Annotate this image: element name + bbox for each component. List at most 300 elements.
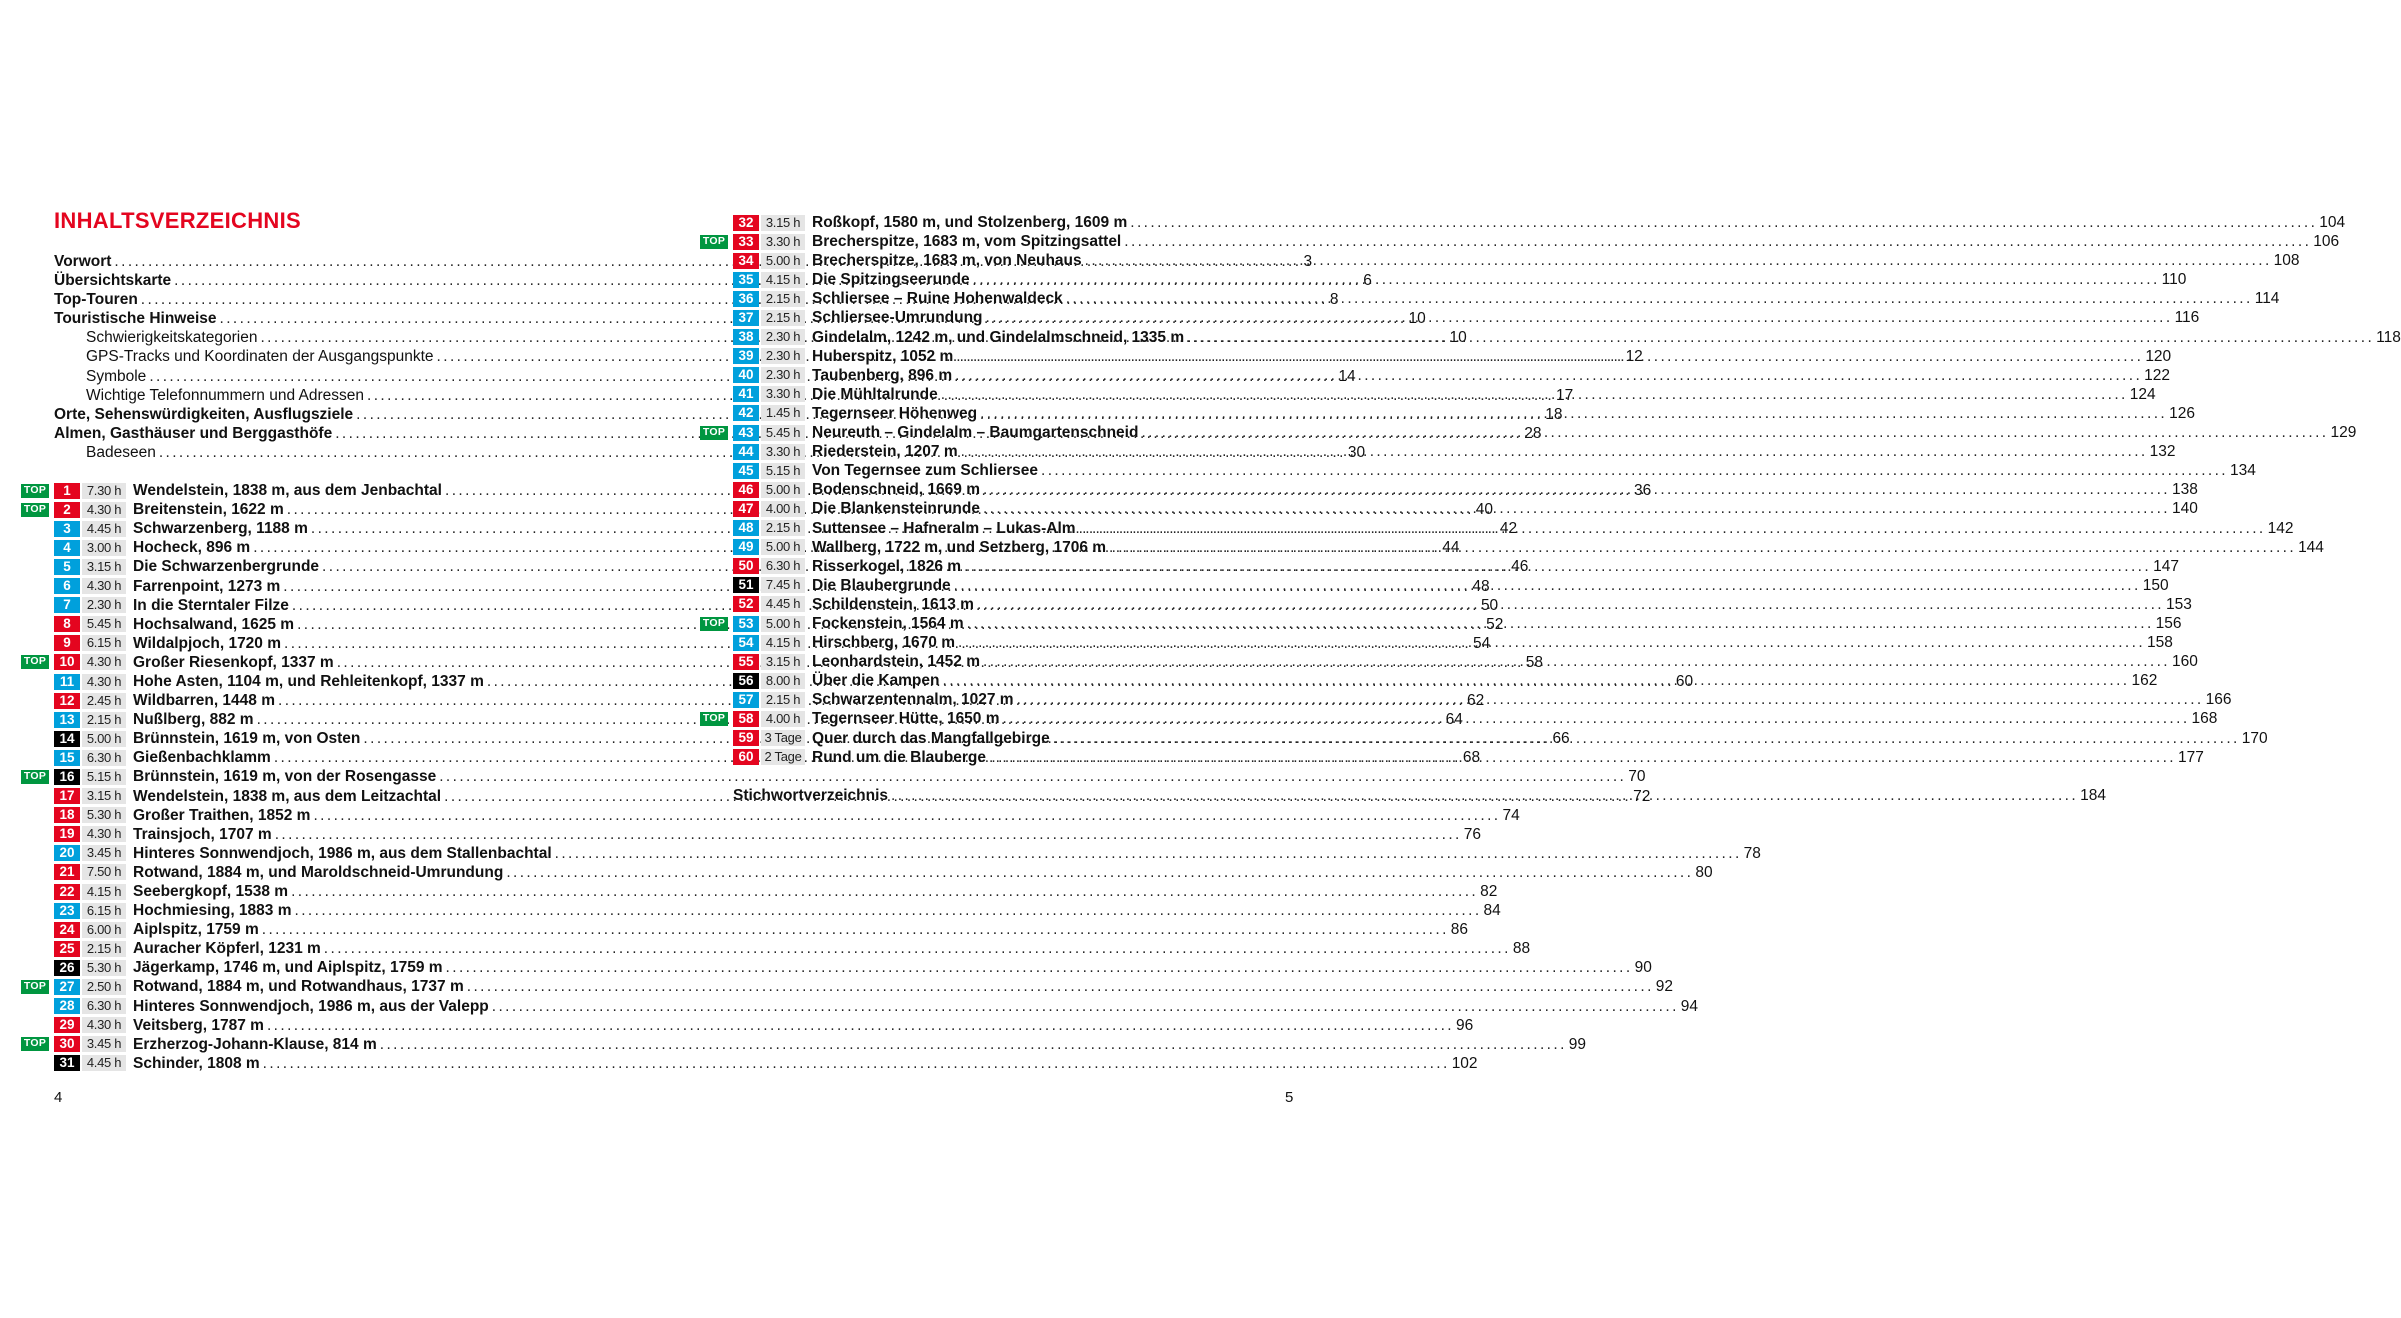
tour-number-badge: 11 — [54, 674, 80, 690]
tour-page: 44 — [1442, 539, 1460, 557]
tour-number-badge: 42 — [733, 405, 759, 421]
tour-duration: 5.45 h — [82, 616, 126, 632]
tour-title: In die Sterntaler Filze — [133, 596, 289, 614]
top-badge-slot — [21, 655, 51, 669]
tour-number-badge: 22 — [54, 884, 80, 900]
tour-page: 88 — [1512, 940, 1531, 958]
tour-title: Die Schwarzenbergrunde — [133, 558, 320, 576]
tour-number-badge: 1 — [54, 483, 80, 499]
tour-page: 84 — [1483, 902, 1501, 920]
tour-number-badge: 13 — [54, 712, 80, 728]
leader-dots — [264, 1016, 1456, 1035]
tour-entry[interactable] — [21, 1054, 1478, 1073]
tour-duration: 3.30 h — [761, 234, 805, 250]
tour-page: 70 — [1628, 768, 1646, 786]
leader-dots — [980, 480, 2172, 499]
tour-duration: 2.30 h — [82, 597, 126, 613]
tour-page: 134 — [2230, 462, 2256, 480]
tour-number-badge: 31 — [54, 1055, 80, 1071]
toc-entry-label: Badeseen — [86, 443, 156, 461]
leader-dots — [964, 614, 2156, 633]
tour-entry[interactable] — [21, 977, 1674, 996]
tour-number-badge: 12 — [54, 693, 80, 709]
leader-dots — [986, 748, 2178, 767]
tour-page: 106 — [2313, 233, 2340, 251]
tour-title: Schwarzenberg, 1188 m — [133, 520, 308, 538]
tour-title: Auracher Köpferl, 1231 m — [133, 940, 321, 958]
top-badge: TOP — [700, 712, 728, 726]
toc-entry-page: 17 — [1556, 386, 1574, 404]
tour-page: 132 — [2149, 443, 2176, 461]
tour-title: Wendelstein, 1838 m, aus dem Jenbachtal — [133, 482, 442, 500]
tour-duration: 2.15 h — [82, 712, 126, 728]
tour-number-badge: 28 — [54, 998, 80, 1014]
toc-entry-page: 10 — [1408, 310, 1426, 328]
leader-dots — [953, 347, 2145, 366]
toc-entry-label: Touristische Hinweise — [54, 310, 217, 328]
toc-entry-page: 8 — [1329, 291, 1339, 309]
tour-number-badge: 57 — [733, 692, 759, 708]
tour-page: 110 — [2161, 271, 2187, 289]
tour-page: 160 — [2172, 653, 2198, 671]
tour-page: 90 — [1634, 959, 1652, 977]
tour-title: Seebergkopf, 1538 m — [133, 883, 289, 900]
tour-title: Schwarzentennalm, 1027 m — [812, 691, 1014, 709]
tour-duration: 2.15 h — [82, 941, 126, 957]
tour-duration: 5.15 h — [82, 769, 126, 785]
tour-title: Brecherspitze, 1683 m, von Neuhaus — [812, 252, 1082, 270]
tour-page: 66 — [1552, 730, 1570, 748]
tour-title: Brünnstein, 1619 m, von der Rosengasse — [133, 768, 437, 786]
tour-page: 68 — [1462, 749, 1481, 767]
leader-dots — [1184, 328, 2376, 347]
tour-page: 78 — [1743, 844, 1761, 862]
tour-duration: 5.30 h — [82, 807, 126, 823]
leader-dots — [1000, 709, 2192, 728]
tour-page: 116 — [2174, 309, 2200, 327]
tour-page: 80 — [1695, 863, 1713, 881]
tour-number-badge: 15 — [54, 750, 80, 766]
tour-duration: 4.45 h — [82, 521, 126, 537]
tour-duration: 4.00 h — [761, 711, 805, 727]
tour-duration: 1.45 h — [761, 405, 805, 421]
tour-title: Über die Kampen — [812, 672, 940, 690]
tour-number-badge: 37 — [733, 310, 759, 326]
tour-title: Brecherspitze, 1683 m, vom Spitzingsattel — [812, 233, 1122, 251]
tour-page: 140 — [2172, 500, 2198, 518]
tour-duration: 2.30 h — [761, 348, 805, 364]
leader-dots — [938, 385, 2130, 404]
top-badge-slot — [21, 980, 51, 994]
tour-duration: 3.45 h — [82, 1036, 126, 1052]
toc-entry-label: GPS-Tracks und Koordinaten der Ausgangspunkte — [86, 348, 434, 366]
toc-entry-page: 28 — [1524, 424, 1542, 442]
leader-dots — [1127, 213, 2319, 232]
tour-duration: 4.00 h — [761, 501, 805, 517]
tour-title: Die Blaubergrunde — [812, 576, 951, 594]
tour-title: Tegernseer Höhenweg — [812, 404, 978, 422]
tour-number-badge: 5 — [54, 559, 80, 575]
tour-page: 120 — [2145, 347, 2172, 365]
tour-duration: 5.00 h — [761, 253, 805, 269]
tour-page: 124 — [2129, 385, 2156, 403]
tour-title: Neureuth – Gindelalm – Baumgartenschneid — [812, 424, 1139, 442]
tour-title: Aiplspitz, 1759 m — [133, 921, 259, 939]
tour-title: Tegernseer Hütte, 1650 m — [812, 710, 1000, 728]
tour-number-badge: 6 — [54, 578, 80, 594]
tour-duration: 5.45 h — [761, 425, 805, 441]
tour-page: 64 — [1445, 711, 1463, 729]
tour-number-badge: 43 — [733, 425, 759, 441]
tour-number-badge: 32 — [733, 215, 759, 231]
leader-dots — [970, 270, 2162, 289]
tour-number-badge: 30 — [54, 1036, 80, 1052]
top-badge: TOP — [21, 770, 49, 784]
leader-dots — [321, 939, 1513, 958]
tour-page: 162 — [2131, 672, 2158, 690]
tour-title: Fockenstein, 1564 m — [812, 614, 964, 632]
tour-title: Quer durch das Mangfallgebirge — [812, 729, 1050, 747]
tour-title: Gießenbachklamm — [133, 749, 271, 767]
tour-title: Großer Traithen, 1852 m — [133, 806, 311, 824]
tour-page: 126 — [2169, 404, 2195, 422]
tour-entry[interactable] — [700, 251, 2300, 270]
tour-duration: 2.45 h — [82, 693, 126, 709]
tour-number-badge: 25 — [54, 941, 80, 957]
tour-duration: 2.15 h — [761, 520, 805, 536]
tour-number-badge: 24 — [54, 922, 80, 938]
tour-title: Leonhardstein, 1452 m — [812, 653, 980, 671]
top-badge: TOP — [21, 503, 49, 517]
top-badge-slot — [21, 1037, 51, 1051]
tour-duration: 3.45 h — [82, 845, 126, 861]
tour-number-badge: 21 — [54, 864, 80, 880]
tour-page: 86 — [1450, 921, 1469, 939]
tour-page: 62 — [1467, 692, 1485, 710]
toc-entry-page: 30 — [1347, 443, 1366, 461]
tour-entry[interactable] — [21, 806, 1520, 825]
tour-title: Die Blankensteinrunde — [812, 500, 980, 518]
tour-title: Wendelstein, 1838 m, aus dem Leitzachtal — [133, 787, 442, 805]
tour-number-badge: 38 — [733, 329, 759, 345]
tour-page: 60 — [1675, 672, 1694, 690]
tour-number-badge: 23 — [54, 903, 80, 919]
tour-duration: 2.15 h — [761, 291, 805, 307]
tour-title: Rund um die Blauberge — [812, 748, 986, 766]
tour-title: Wallberg, 1722 m, und Setzberg, 1706 m — [812, 538, 1107, 556]
tour-duration: 4.15 h — [761, 635, 805, 651]
tour-page: 74 — [1502, 806, 1520, 824]
tour-page: 104 — [2319, 214, 2346, 231]
leader-dots — [464, 977, 1656, 996]
tour-title: Wildbarren, 1448 m — [133, 692, 275, 710]
leader-dots — [1038, 461, 2230, 480]
tour-title: Brünnstein, 1619 m, von Osten — [133, 730, 361, 748]
tour-page: 168 — [2191, 710, 2218, 728]
tour-page: 118 — [2376, 328, 2401, 346]
tour-entry[interactable] — [700, 461, 2256, 480]
tour-duration: 5.15 h — [761, 463, 805, 479]
tour-duration: 7.45 h — [761, 577, 805, 593]
leader-dots — [1082, 251, 2274, 270]
leader-dots — [288, 882, 1480, 901]
tour-duration: 4.30 h — [82, 1017, 126, 1033]
toc-entry-page: 18 — [1545, 405, 1563, 423]
tour-page: 36 — [1634, 482, 1652, 500]
leader-dots — [292, 901, 1484, 920]
tour-title: Hohe Asten, 1104 m, und Rehleitenkopf, 1337 m — [133, 672, 484, 690]
tour-number-badge: 46 — [733, 482, 759, 498]
tour-number-badge: 33 — [733, 234, 759, 250]
tour-entry[interactable] — [21, 1035, 1587, 1054]
tour-duration: 4.30 h — [82, 654, 126, 670]
tour-duration: 3.15 h — [82, 559, 126, 575]
tour-title: Suttensee – Hafneralm – Lukas-Alm — [812, 519, 1076, 537]
tour-page: 129 — [2330, 424, 2357, 442]
tour-entry[interactable] — [21, 939, 1531, 958]
leader-dots — [1076, 519, 2268, 538]
top-badge-slot — [700, 712, 730, 726]
tour-duration: 3.30 h — [761, 386, 805, 402]
toc-entry-label: Symbole — [86, 367, 147, 385]
tour-number-badge: 7 — [54, 597, 80, 613]
leader-dots — [977, 404, 2169, 423]
tour-duration: 6.00 h — [82, 922, 126, 938]
tour-number-badge: 34 — [733, 253, 759, 269]
tour-page: 138 — [2172, 481, 2198, 499]
tour-duration: 4.30 h — [82, 826, 126, 842]
tour-number-badge: 45 — [733, 463, 759, 479]
tour-page: 153 — [2166, 595, 2192, 613]
page-number-right: 5 — [1285, 1089, 1294, 1106]
tour-page: 102 — [1451, 1054, 1478, 1072]
tour-number-badge: 27 — [54, 979, 80, 995]
leader-dots — [951, 576, 2143, 595]
tour-number-badge: 36 — [733, 291, 759, 307]
tour-title: Huberspitz, 1052 m — [812, 347, 954, 365]
tour-duration: 7.30 h — [82, 483, 126, 499]
tour-title: Schliersee-Umrundung — [812, 309, 983, 327]
tour-entry[interactable] — [21, 767, 1646, 786]
tour-page: 144 — [2298, 538, 2324, 556]
tour-entry[interactable] — [700, 213, 2346, 232]
tour-number-badge: 55 — [733, 654, 759, 670]
tour-entry[interactable] — [700, 270, 2187, 289]
tour-page: 52 — [1486, 615, 1504, 633]
tour-entry[interactable] — [700, 232, 2340, 251]
tour-number-badge: 18 — [54, 807, 80, 823]
tour-entry[interactable] — [700, 519, 2294, 538]
tour-title: Die Mühltalrunde — [812, 385, 938, 403]
tour-title: Schliersee – Ruine Hohenwaldeck — [812, 290, 1063, 308]
tour-number-badge: 56 — [733, 673, 759, 689]
leader-dots — [310, 806, 1502, 825]
toc-entry-label: Übersichtskarte — [54, 272, 172, 290]
tour-duration: 2.30 h — [761, 367, 805, 383]
tour-title: Breitenstein, 1622 m — [133, 501, 284, 519]
toc-entry-page: 184 — [2080, 786, 2106, 804]
leader-dots — [503, 863, 1695, 882]
tour-title: Veitsberg, 1787 m — [133, 1016, 264, 1034]
top-badge-slot — [21, 770, 51, 784]
tour-page: 94 — [1680, 997, 1699, 1015]
tour-entry[interactable] — [21, 997, 1699, 1016]
tour-duration: 3.15 h — [761, 215, 805, 231]
tour-duration: 2.30 h — [761, 329, 805, 345]
tour-number-badge: 39 — [733, 348, 759, 364]
tour-title: Hochmiesing, 1883 m — [133, 902, 292, 920]
tour-entry[interactable] — [21, 825, 1481, 844]
tour-page: 72 — [1633, 787, 1651, 805]
tour-page: 122 — [2144, 366, 2171, 384]
tour-number-badge: 9 — [54, 635, 80, 651]
toc-entry-page: 6 — [1363, 272, 1372, 290]
top-badge-slot — [700, 617, 730, 631]
tour-page: 42 — [1499, 520, 1518, 538]
tour-duration: 5.00 h — [82, 731, 126, 747]
toc-entry-page: 3 — [1303, 253, 1313, 270]
tour-title: Farrenpoint, 1273 m — [133, 577, 281, 595]
tour-entry[interactable] — [21, 863, 1713, 882]
tour-title: Hocheck, 896 m — [133, 539, 251, 557]
leader-dots — [939, 671, 2131, 690]
leader-dots — [260, 1054, 1452, 1073]
tour-duration: 3.15 h — [82, 788, 126, 804]
tour-number-badge: 44 — [733, 444, 759, 460]
tour-entry[interactable] — [700, 442, 2176, 461]
tour-title: Gindelalm, 1242 m, und Gindelalmschneid, 1335 m — [812, 328, 1185, 346]
tour-number-badge: 10 — [54, 654, 80, 670]
toc-entry-label: Top-Touren — [54, 291, 138, 309]
tour-entry[interactable] — [21, 1016, 1474, 1035]
top-badge-slot — [700, 426, 730, 440]
tour-duration: 6.30 h — [761, 558, 805, 574]
tour-duration: 2 Tage — [761, 749, 805, 765]
tour-number-badge: 41 — [733, 386, 759, 402]
toc-title: INHALTSVERZEICHNIS — [54, 208, 302, 233]
leader-dots — [952, 366, 2144, 385]
leader-dots — [1138, 423, 2330, 442]
leader-dots — [377, 1035, 1569, 1054]
tour-duration: 5.00 h — [761, 482, 805, 498]
tour-duration: 6.15 h — [82, 903, 126, 919]
page-number-left: 4 — [54, 1089, 63, 1106]
tour-duration: 5.00 h — [761, 616, 805, 632]
leader-dots — [489, 997, 1681, 1016]
tour-number-badge: 53 — [733, 616, 759, 632]
tour-duration: 6.30 h — [82, 998, 126, 1014]
tour-entry[interactable] — [21, 901, 1501, 920]
toc-entry-label: Orte, Sehenswürdigkeiten, Ausflugsziele — [54, 405, 354, 423]
tour-entry[interactable] — [21, 882, 1498, 901]
tour-entry[interactable] — [700, 538, 2324, 557]
tour-entry[interactable] — [21, 920, 1469, 939]
tour-duration: 3 Tage — [761, 730, 805, 746]
tour-title: Jägerkamp, 1746 m, und Aiplspitz, 1759 m — [133, 959, 443, 977]
tour-title: Taubenberg, 896 m — [812, 366, 953, 384]
tour-duration: 3.30 h — [761, 444, 805, 460]
tour-number-badge: 59 — [733, 730, 759, 746]
tour-page: 177 — [2178, 748, 2204, 766]
tour-entry[interactable] — [700, 633, 2173, 652]
leader-dots — [1121, 232, 2313, 251]
tour-duration: 3.15 h — [761, 654, 805, 670]
tour-entry[interactable] — [21, 844, 1761, 863]
leader-dots — [552, 844, 1744, 863]
toc-entry-label: Vorwort — [54, 253, 112, 270]
tour-duration: 2.15 h — [761, 692, 805, 708]
tour-number-badge: 51 — [733, 577, 759, 593]
tour-number-badge: 40 — [733, 367, 759, 383]
tour-title: Die Spitzingseerunde — [812, 271, 970, 289]
toc-entry-label: Stichwortverzeichnis — [733, 786, 889, 804]
tour-number-badge: 14 — [54, 731, 80, 747]
tour-title: Bodenschneid, 1669 m — [812, 481, 980, 499]
leader-dots — [980, 652, 2172, 671]
top-badge: TOP — [700, 235, 728, 249]
tour-number-badge: 16 — [54, 769, 80, 785]
tour-title: Schinder, 1808 m — [133, 1054, 260, 1072]
tour-number-badge: 58 — [733, 711, 759, 727]
tour-entry[interactable] — [700, 289, 2280, 308]
tour-title: Risserkogel, 1826 m — [812, 557, 962, 575]
toc-entry-label: Almen, Gasthäuser und Berggasthöfe — [54, 424, 333, 442]
tour-page: 50 — [1480, 596, 1499, 614]
tour-number-badge: 50 — [733, 558, 759, 574]
top-badge-slot — [21, 484, 51, 498]
leader-dots — [961, 557, 2153, 576]
tour-duration: 4.45 h — [82, 1055, 126, 1071]
tour-page: 108 — [2273, 252, 2300, 270]
tour-duration: 2.50 h — [82, 979, 126, 995]
tour-title: Hochsalwand, 1625 m — [133, 615, 295, 633]
toc-entry-label: Schwierigkeitskategorien — [86, 329, 258, 347]
toc-entry-label: Wichtige Telefonnummern und Adressen — [86, 386, 365, 404]
tour-page: 82 — [1480, 883, 1498, 900]
tour-page: 114 — [2254, 290, 2280, 308]
leader-dots — [259, 920, 1451, 939]
tour-duration: 6.15 h — [82, 635, 126, 651]
tour-entry[interactable] — [700, 499, 2198, 518]
tour-number-badge: 26 — [54, 960, 80, 976]
leader-dots — [974, 595, 2166, 614]
tour-number-badge: 19 — [54, 826, 80, 842]
tour-page: 166 — [2205, 691, 2232, 709]
tour-title: Roßkopf, 1580 m, und Stolzenberg, 1609 m — [812, 214, 1128, 231]
leader-dots — [443, 958, 1635, 977]
leader-dots — [1106, 538, 2298, 557]
tour-number-badge: 29 — [54, 1017, 80, 1033]
tour-number-badge: 20 — [54, 845, 80, 861]
tour-entry[interactable] — [21, 958, 1652, 977]
section-spacer — [54, 462, 616, 481]
tour-page: 99 — [1568, 1035, 1587, 1053]
tour-title: Nußlberg, 882 m — [133, 711, 254, 729]
tour-page: 96 — [1456, 1016, 1474, 1034]
tour-page: 158 — [2147, 634, 2173, 652]
tour-title: Riederstein, 1207 m — [812, 443, 958, 461]
tour-number-badge: 52 — [733, 596, 759, 612]
top-badge: TOP — [21, 484, 49, 498]
toc-entry-page: 10 — [1449, 329, 1467, 347]
tour-page: 48 — [1472, 577, 1490, 595]
tour-duration: 7.50 h — [82, 864, 126, 880]
tour-title: Hinteres Sonnwendjoch, 1986 m, aus dem Stallenbachtal — [133, 844, 552, 862]
top-badge: TOP — [21, 655, 49, 669]
tour-page: 76 — [1463, 825, 1481, 843]
tour-entry[interactable] — [700, 347, 2172, 366]
tour-page: 147 — [2153, 557, 2179, 575]
